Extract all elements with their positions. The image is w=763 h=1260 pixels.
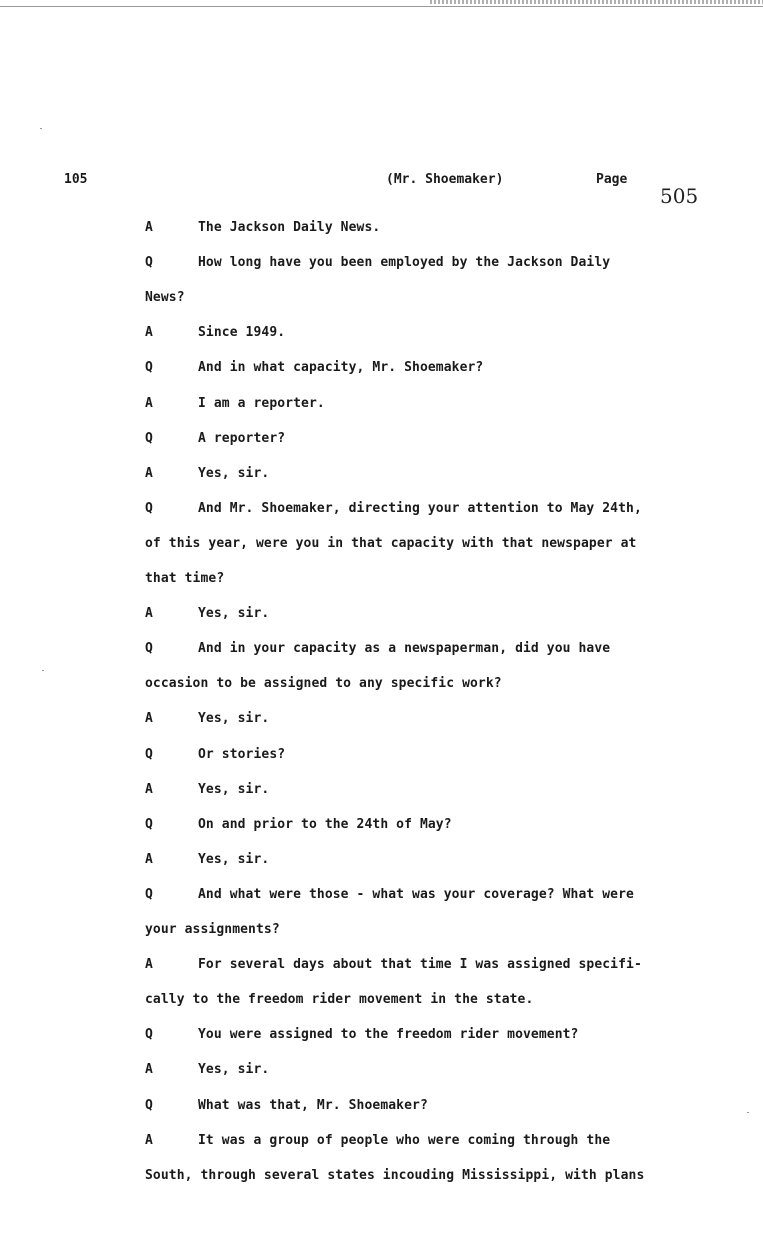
transcript-text: And Mr. Shoemaker, directing your attention to May 24th, xyxy=(198,501,642,516)
question-marker: Q xyxy=(145,255,153,270)
transcript-text: A reporter? xyxy=(198,431,286,446)
transcript-text: Yes, sir. xyxy=(198,466,270,481)
transcript-text: Yes, sir. xyxy=(198,606,270,621)
transcript-text: I am a reporter. xyxy=(198,396,325,411)
answer-marker: A xyxy=(145,325,153,340)
question-marker: Q xyxy=(145,501,153,516)
question-marker: Q xyxy=(145,641,153,656)
question-marker: Q xyxy=(145,817,153,832)
answer-marker: A xyxy=(145,606,153,621)
answer-marker: A xyxy=(145,466,153,481)
transcript-text: And in what capacity, Mr. Shoemaker? xyxy=(198,360,484,375)
scan-speck xyxy=(747,1112,749,1113)
transcript-text: South, through several states incouding Mississippi, with plans xyxy=(145,1168,645,1183)
transcript-text: Yes, sir. xyxy=(198,782,270,797)
question-marker: Q xyxy=(145,360,153,375)
transcript-text: You were assigned to the freedom rider movement? xyxy=(198,1027,579,1042)
top-edge-rule xyxy=(0,6,763,7)
question-marker: Q xyxy=(145,1098,153,1113)
question-marker: Q xyxy=(145,431,153,446)
question-marker: Q xyxy=(145,1027,153,1042)
transcript-text: And what were those - what was your coverage? What were xyxy=(198,887,634,902)
transcript-text: Since 1949. xyxy=(198,325,286,340)
transcript-text: On and prior to the 24th of May? xyxy=(198,817,452,832)
page-label: Page xyxy=(596,172,628,187)
transcript-line-number: 105 xyxy=(64,172,88,187)
witness-name: (Mr. Shoemaker) xyxy=(386,172,504,187)
answer-marker: A xyxy=(145,396,153,411)
answer-marker: A xyxy=(145,782,153,797)
answer-marker: A xyxy=(145,1133,153,1148)
transcript-text: Yes, sir. xyxy=(198,852,270,867)
transcript-text: Or stories? xyxy=(198,747,286,762)
transcript-text: For several days about that time I was assigned specifi- xyxy=(198,957,642,972)
transcript-text: What was that, Mr. Shoemaker? xyxy=(198,1098,428,1113)
transcript-text: Yes, sir. xyxy=(198,711,270,726)
transcript-text: occasion to be assigned to any specific work? xyxy=(145,676,502,691)
question-marker: Q xyxy=(145,887,153,902)
transcript-text: News? xyxy=(145,290,185,305)
transcript-text: The Jackson Daily News. xyxy=(198,220,381,235)
transcript-text: And in your capacity as a newspaperman, did you have xyxy=(198,641,611,656)
page-number: 505 xyxy=(660,184,699,208)
scan-speck xyxy=(42,670,44,671)
question-marker: Q xyxy=(145,747,153,762)
top-edge-dotted-border xyxy=(430,0,763,4)
answer-marker: A xyxy=(145,711,153,726)
transcript-text: cally to the freedom rider movement in the state. xyxy=(145,992,534,1007)
answer-marker: A xyxy=(145,852,153,867)
transcript-text: It was a group of people who were coming through the xyxy=(198,1133,611,1148)
answer-marker: A xyxy=(145,220,153,235)
answer-marker: A xyxy=(145,957,153,972)
transcript-text: that time? xyxy=(145,571,225,586)
transcript-text: How long have you been employed by the Jackson Daily xyxy=(198,255,611,270)
transcript-text: your assignments? xyxy=(145,922,280,937)
transcript-text: of this year, were you in that capacity with that newspaper at xyxy=(145,536,637,551)
scan-speck xyxy=(40,128,42,129)
answer-marker: A xyxy=(145,1062,153,1077)
transcript-text: Yes, sir. xyxy=(198,1062,270,1077)
